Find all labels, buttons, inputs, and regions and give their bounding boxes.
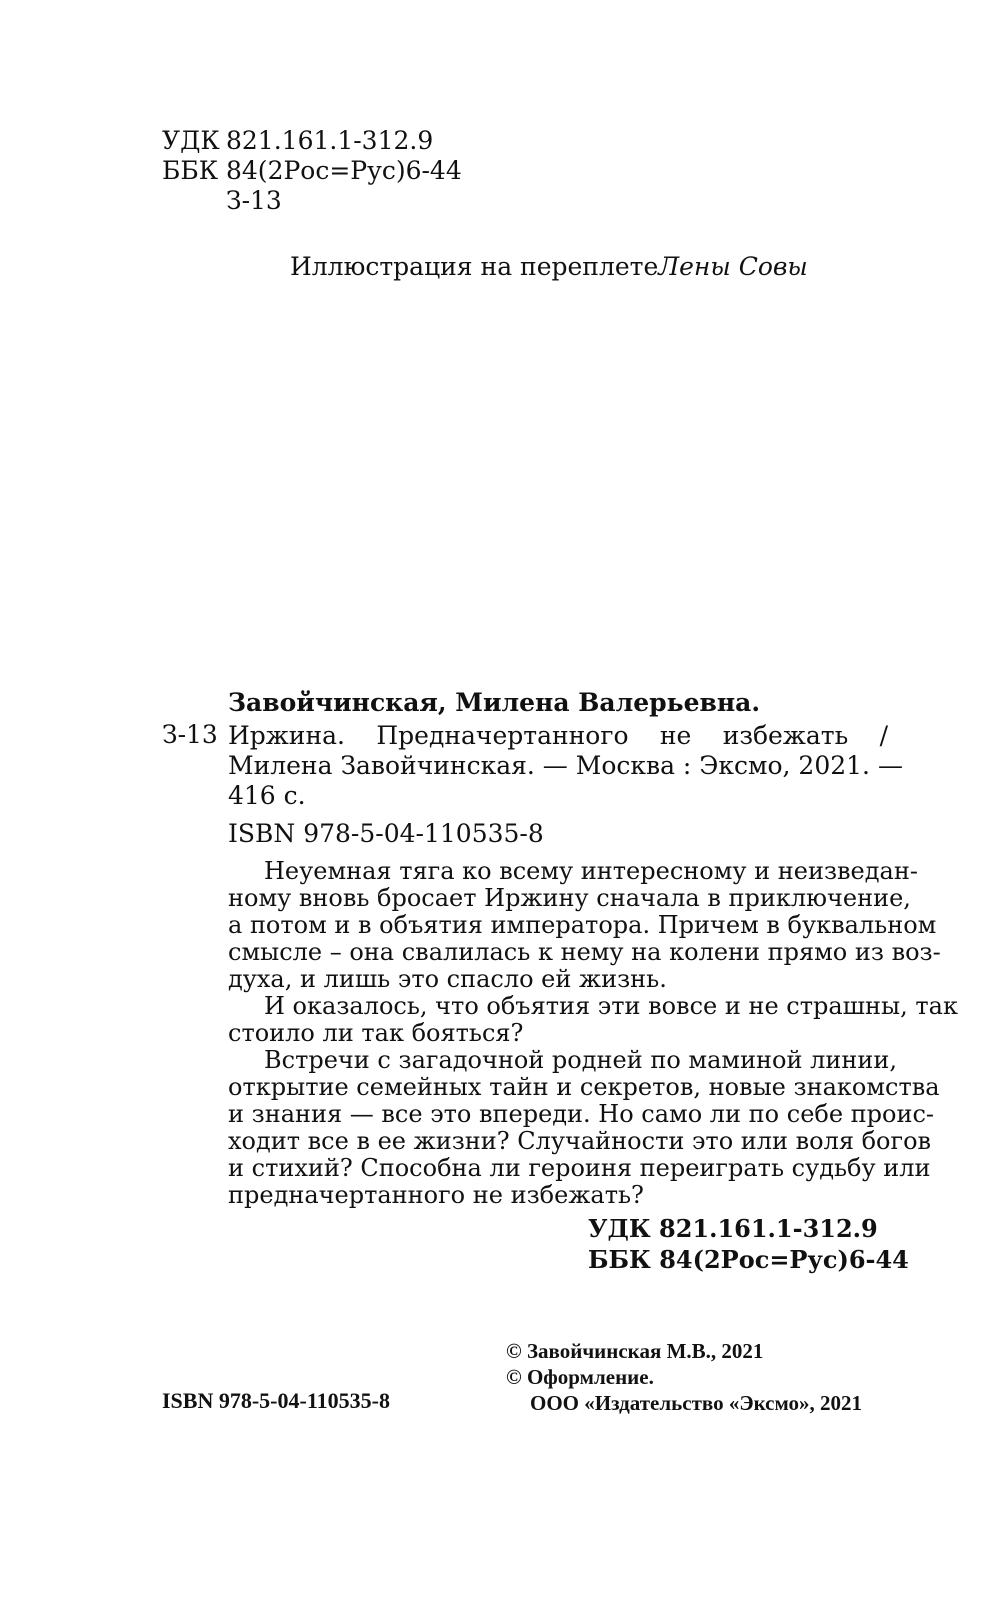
annotation-line: ному вновь бросает Иржину сначала в приключение,: [228, 884, 911, 912]
annotation-line: а потом и в объятия императора. Причем в буквальном: [228, 911, 937, 939]
illustration-credit: [290, 252, 808, 282]
annotation-line: ходит все в ее жизни? Случайности это или воля богов: [228, 1127, 932, 1155]
annotation-line: Встречи с загадочной родней по маминой линии,: [264, 1046, 897, 1074]
annotation-line: И оказалось, что объятия эти вовсе и не страшны, так: [264, 992, 958, 1020]
bottom-bbk: ББК 84(2Рос=Рус)6-44: [588, 1245, 909, 1274]
record-author-mark: З-13: [162, 720, 218, 749]
top-author-mark: З-13: [226, 186, 282, 215]
illustration-artist: Лены Совы: [658, 252, 808, 281]
annotation-line: стоило ли так бояться?: [228, 1019, 524, 1047]
annotation-line: и знания — все это впереди. Но само ли по себе проис-: [228, 1100, 935, 1128]
top-udk-label: УДК: [162, 126, 220, 155]
annotation-line: и стихий? Способна ли героиня переиграть судьбу или: [228, 1154, 931, 1182]
bottom-udk: УДК 821.161.1-312.9: [588, 1214, 878, 1243]
record-title-line-1: Иржина. Предначертанного не избежать /: [228, 721, 888, 750]
record-title-line-2: Милена Завойчинская. — Москва : Эксмо, 2021. —: [228, 751, 903, 780]
copyright-publisher: ООО «Издательство «Эксмо», 2021: [530, 1391, 863, 1415]
top-udk-line: [162, 126, 433, 156]
copyright-design: © Оформление.: [506, 1365, 654, 1389]
top-udk-value: 821.161.1-312.9: [226, 126, 434, 155]
footer-isbn: ISBN 978-5-04-110535-8: [162, 1388, 390, 1413]
copyright-author: © Завойчинская М.В., 2021: [506, 1339, 764, 1363]
top-bbk-line: [162, 156, 462, 186]
illustration-prefix: Иллюстрация на переплете: [290, 252, 659, 281]
annotation-line: смысле – она свалилась к нему на колени прямо из воз-: [228, 938, 941, 966]
record-isbn: ISBN 978-5-04-110535-8: [228, 819, 544, 848]
record-pages: 416 с.: [228, 781, 306, 810]
annotation-line: открытие семейных тайн и секретов, новые знакомства: [228, 1073, 940, 1101]
author-heading: Завойчинская, Милена Валерьевна.: [228, 688, 761, 717]
top-bbk-label: ББК: [162, 156, 219, 185]
annotation-line: Неуемная тяга ко всему интересному и неизведан-: [264, 857, 918, 885]
top-bbk-value: 84(2Рос=Рус)6-44: [226, 156, 462, 185]
annotation-line: духа, и лишь это спасло ей жизнь.: [228, 965, 667, 993]
annotation-line: предначертанного не избежать?: [228, 1181, 644, 1209]
